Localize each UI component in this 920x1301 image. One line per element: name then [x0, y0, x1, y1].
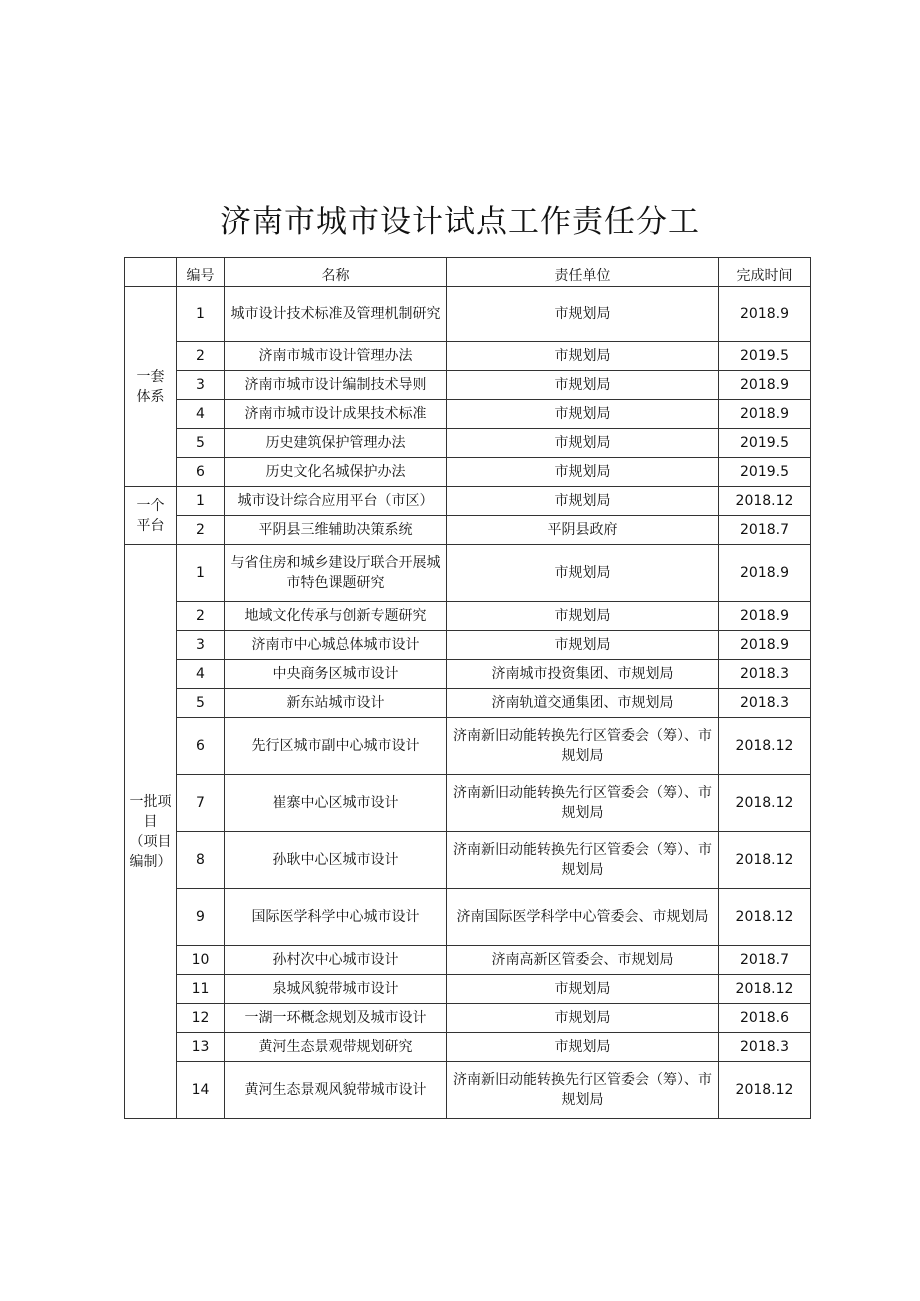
row-unit: 市规划局 [447, 400, 719, 429]
row-name: 孙耿中心区城市设计 [225, 832, 447, 889]
row-name: 中央商务区城市设计 [225, 660, 447, 689]
table-row [125, 946, 811, 975]
row-number: 6 [177, 718, 225, 775]
row-name: 地域文化传承与创新专题研究 [225, 602, 447, 631]
row-number: 13 [177, 1033, 225, 1062]
row-time: 2018.12 [719, 889, 811, 946]
row-time: 2019.5 [719, 342, 811, 371]
row-time: 2018.9 [719, 371, 811, 400]
row-unit: 济南新旧动能转换先行区管委会（筹）、市规划局 [447, 832, 719, 889]
row-unit: 市规划局 [447, 487, 719, 516]
row-name: 历史建筑保护管理办法 [225, 429, 447, 458]
row-name: 先行区城市副中心城市设计 [225, 718, 447, 775]
table-row [125, 545, 811, 602]
row-name: 城市设计技术标准及管理机制研究 [225, 287, 447, 342]
row-number: 4 [177, 400, 225, 429]
row-number: 7 [177, 775, 225, 832]
row-unit: 济南城市投资集团、市规划局 [447, 660, 719, 689]
row-number: 11 [177, 975, 225, 1004]
row-name: 黄河生态景观风貌带城市设计 [225, 1062, 447, 1119]
table-row [125, 1004, 811, 1033]
table-row [125, 602, 811, 631]
responsibility-table [124, 257, 811, 1119]
row-number: 9 [177, 889, 225, 946]
row-unit: 市规划局 [447, 371, 719, 400]
page-title: 济南市城市设计试点工作责任分工 [220, 204, 700, 240]
row-unit: 市规划局 [447, 458, 719, 487]
row-unit: 市规划局 [447, 545, 719, 602]
header-name: 名称 [225, 258, 447, 287]
row-time: 2018.12 [719, 487, 811, 516]
row-number: 1 [177, 545, 225, 602]
row-number: 1 [177, 487, 225, 516]
row-time: 2019.5 [719, 429, 811, 458]
row-number: 12 [177, 1004, 225, 1033]
row-time: 2018.12 [719, 1062, 811, 1119]
table-header-row [125, 258, 811, 287]
row-unit: 市规划局 [447, 429, 719, 458]
row-time: 2018.6 [719, 1004, 811, 1033]
header-category [125, 258, 177, 287]
table-row [125, 342, 811, 371]
row-unit: 市规划局 [447, 1033, 719, 1062]
row-unit: 市规划局 [447, 1004, 719, 1033]
row-unit: 市规划局 [447, 342, 719, 371]
row-unit: 市规划局 [447, 602, 719, 631]
row-unit: 济南新旧动能转换先行区管委会（筹）、市规划局 [447, 1062, 719, 1119]
row-unit: 济南高新区管委会、市规划局 [447, 946, 719, 975]
row-time: 2019.5 [719, 458, 811, 487]
row-time: 2018.12 [719, 975, 811, 1004]
category-cell: 一个 平台 [125, 487, 177, 545]
row-time: 2018.3 [719, 1033, 811, 1062]
row-time: 2018.12 [719, 832, 811, 889]
category-cell: 一批项 目 （项目 编制） [125, 545, 177, 1119]
header-time: 完成时间 [719, 258, 811, 287]
row-time: 2018.9 [719, 400, 811, 429]
row-name: 城市设计综合应用平台（市区） [225, 487, 447, 516]
row-number: 5 [177, 429, 225, 458]
row-name: 济南市中心城总体城市设计 [225, 631, 447, 660]
row-number: 1 [177, 287, 225, 342]
category-cell: 一套 体系 [125, 287, 177, 487]
header-number: 编号 [177, 258, 225, 287]
row-unit: 济南轨道交通集团、市规划局 [447, 689, 719, 718]
row-name: 崔寨中心区城市设计 [225, 775, 447, 832]
row-unit: 市规划局 [447, 287, 719, 342]
table-row [125, 287, 811, 342]
row-time: 2018.9 [719, 631, 811, 660]
table-row [125, 631, 811, 660]
row-time: 2018.9 [719, 545, 811, 602]
row-name: 济南市城市设计编制技术导则 [225, 371, 447, 400]
row-time: 2018.7 [719, 516, 811, 545]
table-row [125, 775, 811, 832]
row-unit: 济南国际医学科学中心管委会、市规划局 [447, 889, 719, 946]
table-row [125, 429, 811, 458]
row-unit: 市规划局 [447, 975, 719, 1004]
row-name: 黄河生态景观带规划研究 [225, 1033, 447, 1062]
row-time: 2018.7 [719, 946, 811, 975]
row-time: 2018.9 [719, 287, 811, 342]
table-row [125, 1062, 811, 1119]
table-row [125, 689, 811, 718]
row-name: 济南市城市设计成果技术标准 [225, 400, 447, 429]
row-number: 4 [177, 660, 225, 689]
row-time: 2018.12 [719, 718, 811, 775]
row-name: 济南市城市设计管理办法 [225, 342, 447, 371]
row-time: 2018.3 [719, 660, 811, 689]
table-row [125, 458, 811, 487]
row-number: 8 [177, 832, 225, 889]
row-number: 5 [177, 689, 225, 718]
table-row [125, 516, 811, 545]
row-time: 2018.3 [719, 689, 811, 718]
table-row [125, 660, 811, 689]
row-unit: 济南新旧动能转换先行区管委会（筹）、市规划局 [447, 718, 719, 775]
row-number: 3 [177, 631, 225, 660]
row-number: 14 [177, 1062, 225, 1119]
table-row [125, 487, 811, 516]
row-name: 新东站城市设计 [225, 689, 447, 718]
table-row [125, 1033, 811, 1062]
table-row [125, 371, 811, 400]
row-name: 泉城风貌带城市设计 [225, 975, 447, 1004]
row-unit: 济南新旧动能转换先行区管委会（筹）、市规划局 [447, 775, 719, 832]
row-number: 2 [177, 516, 225, 545]
row-name: 历史文化名城保护办法 [225, 458, 447, 487]
row-name: 孙村次中心城市设计 [225, 946, 447, 975]
row-number: 2 [177, 602, 225, 631]
table-row [125, 975, 811, 1004]
row-name: 平阴县三维辅助决策系统 [225, 516, 447, 545]
row-number: 2 [177, 342, 225, 371]
table-row [125, 832, 811, 889]
row-unit: 平阴县政府 [447, 516, 719, 545]
table-row [125, 889, 811, 946]
row-name: 与省住房和城乡建设厅联合开展城市特色课题研究 [225, 545, 447, 602]
row-time: 2018.9 [719, 602, 811, 631]
row-unit: 市规划局 [447, 631, 719, 660]
table-row [125, 718, 811, 775]
row-number: 6 [177, 458, 225, 487]
row-name: 一湖一环概念规划及城市设计 [225, 1004, 447, 1033]
row-time: 2018.12 [719, 775, 811, 832]
header-unit: 责任单位 [447, 258, 719, 287]
row-name: 国际医学科学中心城市设计 [225, 889, 447, 946]
row-number: 10 [177, 946, 225, 975]
row-number: 3 [177, 371, 225, 400]
table-row [125, 400, 811, 429]
